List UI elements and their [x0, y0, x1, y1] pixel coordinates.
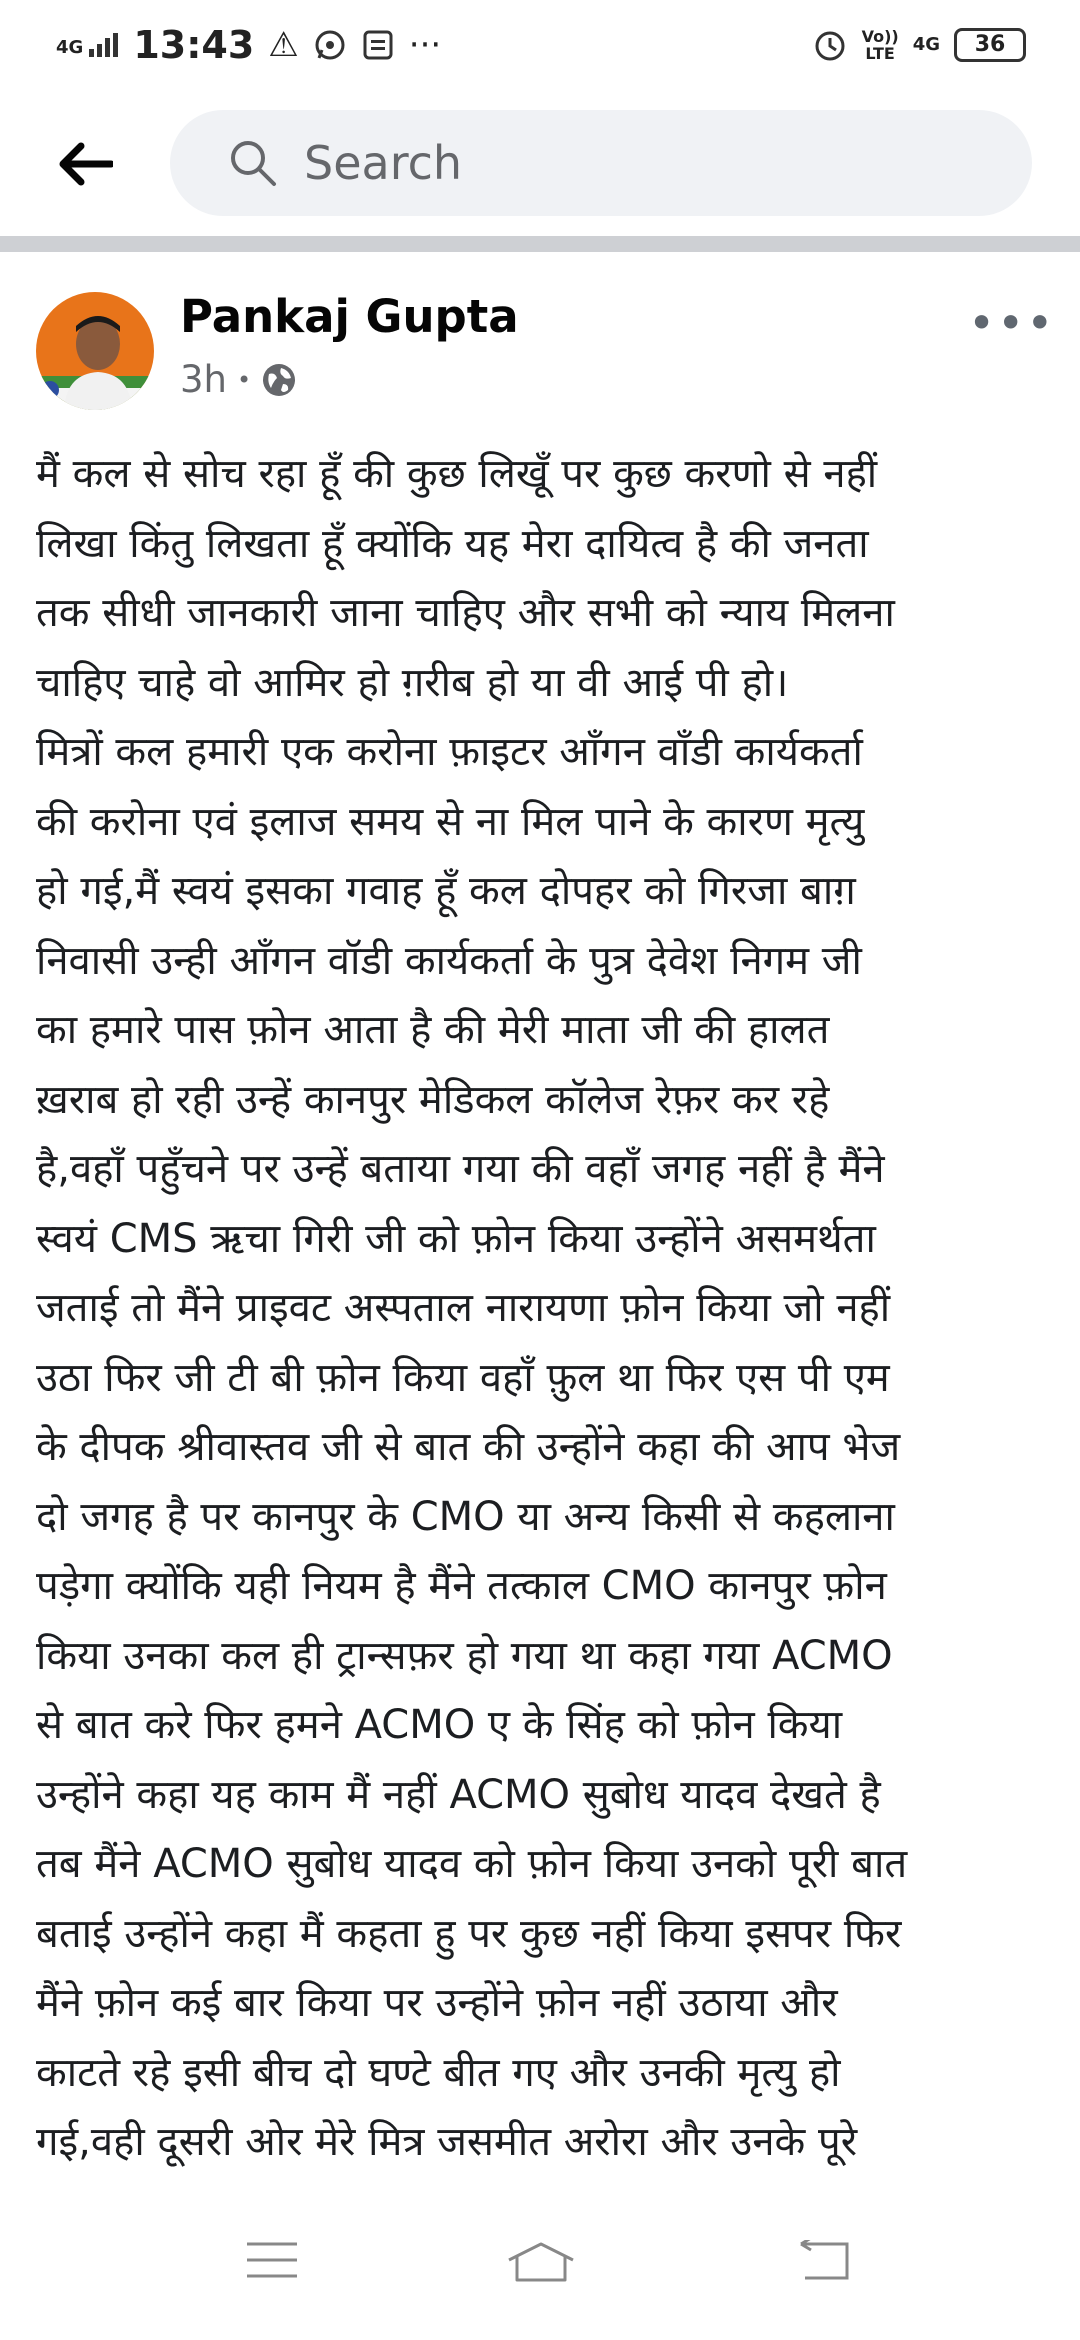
post-line: के दीपक श्रीवास्तव जी से बात की उन्होंने कहा की आप भेज — [36, 1424, 901, 1470]
network-type: 4G — [56, 37, 84, 58]
more-options-icon[interactable]: ••• — [968, 296, 1056, 350]
avatar[interactable] — [36, 292, 154, 410]
post-line: चाहिए चाहे वो आमिर हो ग़रीब हो या वी आई पी हो। — [36, 659, 789, 706]
warning-icon: ⚠ — [268, 25, 299, 65]
search-input[interactable] — [170, 110, 1032, 216]
post-line: निवासी उन्ही आँगन वॉडी कार्यकर्ता के पुत्र देवेश निगम जी — [36, 937, 862, 984]
globe-icon — [261, 362, 297, 398]
post-meta — [180, 358, 297, 401]
meta-separator: • — [237, 365, 252, 394]
back-arrow-icon — [57, 142, 113, 186]
post-line: उठा फिर जी टी बी फ़ोन किया वहाँ फ़ुल था फिर एस पी एम — [36, 1354, 890, 1401]
post-time[interactable]: 3h — [180, 358, 227, 401]
post-line: मित्रों कल हमारी एक करोना फ़ाइटर आँगन वाँडी कार्यकर्ता — [36, 729, 863, 775]
alarm-icon — [812, 27, 848, 63]
post-line: जताई तो मैंने प्राइवट अस्पताल नारायणा फ़ोन किया जो नहीं — [36, 1285, 891, 1331]
system-nav-bar — [0, 2200, 1080, 2340]
signal-indicator — [56, 33, 119, 57]
post-line: पड़ेगा क्योंकि यही नियम है मैंने तत्काल CMO कानपुर फ़ोन — [36, 1563, 887, 1609]
recent-apps-button[interactable] — [245, 2240, 335, 2300]
back-nav-button[interactable] — [795, 2240, 885, 2300]
menu-icon — [245, 2240, 299, 2280]
search-icon — [228, 138, 278, 188]
status-bar — [0, 0, 1080, 90]
clock: 13:43 — [133, 23, 255, 67]
section-divider — [0, 236, 1080, 252]
post-body — [36, 440, 1046, 2200]
search-placeholder: Search — [304, 136, 463, 190]
4g-signal-icon: 4G — [912, 34, 940, 55]
whatsapp-icon — [313, 28, 347, 62]
home-button[interactable] — [505, 2240, 595, 2300]
message-icon — [361, 28, 395, 62]
post-line: हो गई,मैं स्वयं इसका गवाह हूँ कल दोपहर को गिरजा बाग़ — [36, 868, 856, 914]
battery-indicator: 36 — [954, 28, 1026, 62]
signal-bars-icon — [89, 33, 119, 57]
post-line: तक सीधी जानकारी जाना चाहिए और सभी को न्याय मिलना — [36, 590, 895, 636]
post-author[interactable]: Pankaj Gupta — [180, 290, 519, 343]
status-right — [812, 27, 1026, 63]
status-left — [56, 23, 441, 67]
post-line: तब मैंने ACMO सुबोध यादव को फ़ोन किया उनको पूरी बात — [36, 1841, 908, 1887]
post-line: बताई उन्होंने कहा मैं कहता हु पर कुछ नहीं किया इसपर फिर — [36, 1910, 902, 1957]
search-header — [0, 100, 1080, 230]
home-icon — [505, 2240, 577, 2284]
back-icon — [795, 2240, 851, 2282]
post-line: मैंने फ़ोन कई बार किया पर उन्होंने फ़ोन नहीं उठाया और — [36, 1980, 838, 2026]
post-line: लिखा किंतु लिखता हूँ क्योंकि यह मेरा दायित्व है की जनता — [36, 520, 869, 567]
volte-icon: Vo)) LTE — [861, 27, 899, 63]
post-line: मैं कल से सोच रहा हूँ की कुछ लिखूँ पर कुछ करणो से नहीं — [36, 451, 878, 497]
post-line: किया उनका कल ही ट्रान्सफ़र हो गया था कहा गया ACMO — [36, 1632, 893, 1679]
post-line: उन्होंने कहा यह काम मैं नहीं ACMO सुबोध यादव देखते है — [36, 1771, 881, 1818]
post-line: का हमारे पास फ़ोन आता है की मेरी माता जी की हालत — [36, 1007, 830, 1053]
back-button[interactable] — [40, 124, 130, 204]
post-line: की करोना एवं इलाज समय से ना मिल पाने के कारण मृत्यु — [36, 798, 865, 845]
post-line: गई,वही दूसरी ओर मेरे मित्र जसमीत अरोरा और उनके पूरे — [36, 2119, 858, 2165]
post-line: स्वयं CMS ऋचा गिरी जी को फ़ोन किया उन्होंने असमर्थता — [36, 1215, 876, 1262]
post-line: ख़राब हो रही उन्हें कानपुर मेडिकल कॉलेज रेफ़र कर रहे — [36, 1076, 830, 1123]
post-line: दो जगह है पर कानपुर के CMO या अन्य किसी से कहलाना — [36, 1493, 895, 1540]
profile-photo — [36, 292, 154, 410]
post-line: से बात करे फिर हमने ACMO ए के सिंह को फ़ोन किया — [36, 1702, 843, 1748]
post-line: है,वहाँ पहुँचने पर उन्हें बताया गया की वहाँ जगह नहीं है मैंने — [36, 1146, 885, 1192]
post-line: काटते रहे इसी बीच दो घण्टे बीत गए और उनकी मृत्यु हो — [36, 2049, 841, 2096]
more-dots-icon: ··· — [408, 25, 442, 65]
